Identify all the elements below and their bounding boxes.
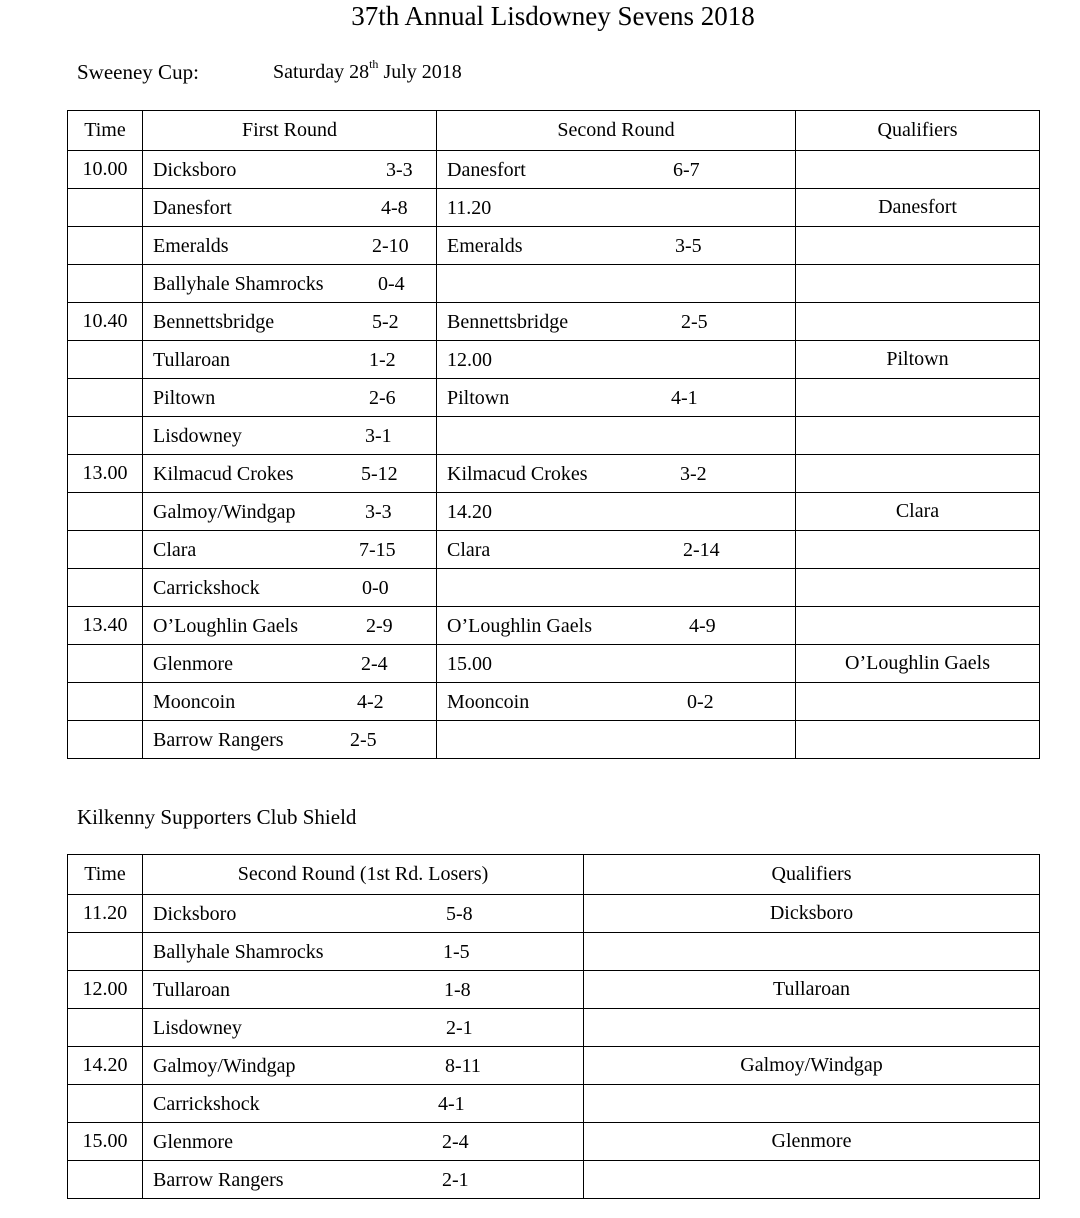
qualifier-cell (796, 379, 1040, 417)
second-round-cell (437, 151, 796, 189)
team-name: Carrickshock (153, 577, 260, 599)
first-round-cell (143, 455, 437, 493)
time-cell (68, 227, 143, 265)
first-round-cell (143, 683, 437, 721)
team-name: 11.20 (447, 197, 492, 219)
score: 2-5 (681, 311, 708, 333)
cup-date-prefix: Saturday 28 (273, 61, 370, 83)
first-round-cell (143, 607, 437, 645)
score: 2-4 (442, 1131, 469, 1153)
time-cell (68, 645, 143, 683)
team-name: Barrow Rangers (153, 729, 284, 751)
score: 2-4 (361, 653, 388, 675)
header-qualifiers: Qualifiers (796, 111, 1040, 151)
team-name: O’Loughlin Gaels (153, 615, 298, 637)
time-cell (68, 1085, 143, 1123)
qualifier-cell: Danesfort (796, 189, 1040, 227)
score: 2-10 (372, 235, 409, 257)
second-round-cell (143, 1009, 584, 1047)
team-name: 15.00 (447, 653, 492, 675)
time-cell (68, 493, 143, 531)
team-name: Lisdowney (153, 425, 242, 447)
score: 5-8 (446, 903, 473, 925)
second-round-cell (437, 189, 796, 227)
second-round-cell (437, 455, 796, 493)
qualifier-cell (584, 933, 1040, 971)
score: 3-3 (365, 501, 392, 523)
table-header-row (68, 111, 1040, 151)
table-row (68, 227, 1040, 265)
document-title: 37th Annual Lisdowney Sevens 2018 (351, 1, 755, 31)
qualifier-cell (796, 417, 1040, 455)
team-name: Mooncoin (447, 691, 530, 713)
second-round-cell (437, 303, 796, 341)
second-round-cell (437, 341, 796, 379)
time-cell (68, 1161, 143, 1199)
score: 5-2 (372, 311, 399, 333)
qualifier-cell: Tullaroan (584, 971, 1040, 1009)
time-cell (68, 569, 143, 607)
first-round-cell (143, 189, 437, 227)
header-second-round-losers: Second Round (1st Rd. Losers) (143, 855, 584, 895)
second-round-cell (437, 379, 796, 417)
team-name: Ballyhale Shamrocks (153, 941, 324, 963)
first-round-cell (143, 341, 437, 379)
table-row (68, 379, 1040, 417)
team-name: Glenmore (153, 653, 233, 675)
team-name: Emeralds (153, 235, 229, 257)
qualifier-cell: O’Loughlin Gaels (796, 645, 1040, 683)
shield-table (67, 854, 1040, 1199)
table-row (68, 1161, 1040, 1199)
team-name: Lisdowney (153, 1017, 242, 1039)
second-round-cell (143, 1123, 584, 1161)
first-round-cell (143, 645, 437, 683)
first-round-cell (143, 493, 437, 531)
time-cell: 15.00 (68, 1123, 143, 1161)
score: 4-8 (381, 197, 408, 219)
time-cell (68, 341, 143, 379)
score: 8-11 (445, 1055, 481, 1077)
header-qualifiers: Qualifiers (584, 855, 1040, 895)
score: 2-6 (369, 387, 396, 409)
table-row (68, 151, 1040, 189)
team-name: Tullaroan (153, 979, 231, 1001)
score: 4-9 (689, 615, 716, 637)
time-cell (68, 417, 143, 455)
table-row (68, 1009, 1040, 1047)
score: 1-5 (443, 941, 470, 963)
first-round-cell (143, 379, 437, 417)
table-header-row (68, 855, 1040, 895)
qualifier-cell: Dicksboro (584, 895, 1040, 933)
team-name: 14.20 (447, 501, 492, 523)
team-name: Kilmacud Crokes (447, 463, 588, 485)
first-round-cell (143, 721, 437, 759)
table-row (68, 189, 1040, 227)
table-row (68, 455, 1040, 493)
team-name: Bennettsbridge (447, 311, 569, 333)
team-name: O’Loughlin Gaels (447, 615, 592, 637)
time-cell (68, 265, 143, 303)
time-cell: 11.20 (68, 895, 143, 933)
time-cell (68, 721, 143, 759)
qualifier-cell (584, 1009, 1040, 1047)
time-cell: 13.00 (68, 455, 143, 493)
table-row (68, 607, 1040, 645)
second-round-cell (437, 607, 796, 645)
score: 6-7 (673, 159, 700, 181)
table-row (68, 1085, 1040, 1123)
table-row (68, 721, 1040, 759)
second-round-cell (437, 683, 796, 721)
time-cell (68, 531, 143, 569)
team-name: 12.00 (447, 349, 492, 371)
team-name: Barrow Rangers (153, 1169, 284, 1191)
score: 3-3 (386, 159, 413, 181)
table-row (68, 493, 1040, 531)
score: 3-5 (675, 235, 702, 257)
score: 2-1 (442, 1169, 469, 1191)
first-round-cell (143, 151, 437, 189)
team-name: Dicksboro (153, 159, 237, 181)
second-round-cell (437, 721, 796, 759)
qualifier-cell (796, 151, 1040, 189)
cup-name: Sweeney Cup: (77, 60, 199, 84)
qualifier-cell (796, 265, 1040, 303)
time-cell: 13.40 (68, 607, 143, 645)
team-name: Danesfort (153, 197, 232, 219)
time-cell (68, 683, 143, 721)
qualifier-cell (796, 607, 1040, 645)
score: 2-5 (350, 729, 377, 751)
score: 4-2 (357, 691, 384, 713)
second-round-cell (437, 569, 796, 607)
second-round-cell (437, 265, 796, 303)
qualifier-cell (796, 531, 1040, 569)
team-name: Dicksboro (153, 903, 237, 925)
score: 4-1 (671, 387, 698, 409)
second-round-cell (143, 1085, 584, 1123)
qualifier-cell: Piltown (796, 341, 1040, 379)
qualifier-cell (796, 303, 1040, 341)
header-time: Time (68, 855, 143, 895)
team-name: Galmoy/Windgap (153, 1055, 296, 1077)
table-row (68, 933, 1040, 971)
qualifier-cell (796, 455, 1040, 493)
qualifier-cell: Glenmore (584, 1123, 1040, 1161)
second-round-cell (143, 933, 584, 971)
score: 4-1 (438, 1093, 465, 1115)
shield-name: Kilkenny Supporters Club Shield (77, 805, 357, 829)
sweeney-cup-table (67, 110, 1040, 759)
first-round-cell (143, 227, 437, 265)
time-cell: 10.40 (68, 303, 143, 341)
header-time: Time (68, 111, 143, 151)
header-second-round: Second Round (437, 111, 796, 151)
qualifier-cell (796, 683, 1040, 721)
qualifier-cell (584, 1161, 1040, 1199)
header-first-round: First Round (143, 111, 437, 151)
team-name: Emeralds (447, 235, 523, 257)
table-row (68, 1047, 1040, 1085)
team-name: Ballyhale Shamrocks (153, 273, 324, 295)
first-round-cell (143, 303, 437, 341)
score: 0-4 (378, 273, 405, 295)
score: 2-9 (366, 615, 393, 637)
score: 2-14 (683, 539, 720, 561)
second-round-cell (143, 971, 584, 1009)
time-cell: 12.00 (68, 971, 143, 1009)
team-name: Clara (153, 539, 197, 561)
first-round-cell (143, 265, 437, 303)
table-row (68, 265, 1040, 303)
second-round-cell (143, 1047, 584, 1085)
table-row (68, 645, 1040, 683)
team-name: Carrickshock (153, 1093, 260, 1115)
qualifier-cell: Clara (796, 493, 1040, 531)
team-name: Tullaroan (153, 349, 231, 371)
team-name: Galmoy/Windgap (153, 501, 296, 523)
time-cell (68, 933, 143, 971)
table-row (68, 1123, 1040, 1161)
score: 1-2 (369, 349, 396, 371)
score: 0-0 (362, 577, 389, 599)
first-round-cell (143, 569, 437, 607)
qualifier-cell (796, 569, 1040, 607)
team-name: Clara (447, 539, 491, 561)
team-name: Kilmacud Crokes (153, 463, 294, 485)
score: 3-2 (680, 463, 707, 485)
cup-date (273, 57, 462, 84)
table-row (68, 303, 1040, 341)
table-row (68, 341, 1040, 379)
table-row (68, 531, 1040, 569)
time-cell (68, 1009, 143, 1047)
score: 7-15 (359, 539, 396, 561)
qualifier-cell (796, 721, 1040, 759)
score: 5-12 (361, 463, 398, 485)
table-row (68, 569, 1040, 607)
second-round-cell (143, 1161, 584, 1199)
time-cell: 10.00 (68, 151, 143, 189)
team-name: Mooncoin (153, 691, 236, 713)
team-name: Glenmore (153, 1131, 233, 1153)
second-round-cell (437, 645, 796, 683)
qualifier-cell: Galmoy/Windgap (584, 1047, 1040, 1085)
first-round-cell (143, 531, 437, 569)
table-row (68, 971, 1040, 1009)
team-name: Piltown (153, 387, 216, 409)
score: 3-1 (365, 425, 392, 447)
first-round-cell (143, 417, 437, 455)
score: 0-2 (687, 691, 714, 713)
time-cell (68, 379, 143, 417)
qualifier-cell (584, 1085, 1040, 1123)
qualifier-cell (796, 227, 1040, 265)
team-name: Bennettsbridge (153, 311, 275, 333)
score: 2-1 (446, 1017, 473, 1039)
table-row (68, 683, 1040, 721)
second-round-cell (437, 227, 796, 265)
second-round-cell (437, 417, 796, 455)
second-round-cell (437, 531, 796, 569)
score: 1-8 (444, 979, 471, 1001)
time-cell (68, 189, 143, 227)
second-round-cell (437, 493, 796, 531)
table-row (68, 417, 1040, 455)
time-cell: 14.20 (68, 1047, 143, 1085)
team-name: Piltown (447, 387, 510, 409)
team-name: Danesfort (447, 159, 526, 181)
table-row (68, 895, 1040, 933)
second-round-cell (143, 895, 584, 933)
cup-date-suffix: July 2018 (378, 61, 462, 83)
cup-date-sup: th (369, 57, 379, 72)
